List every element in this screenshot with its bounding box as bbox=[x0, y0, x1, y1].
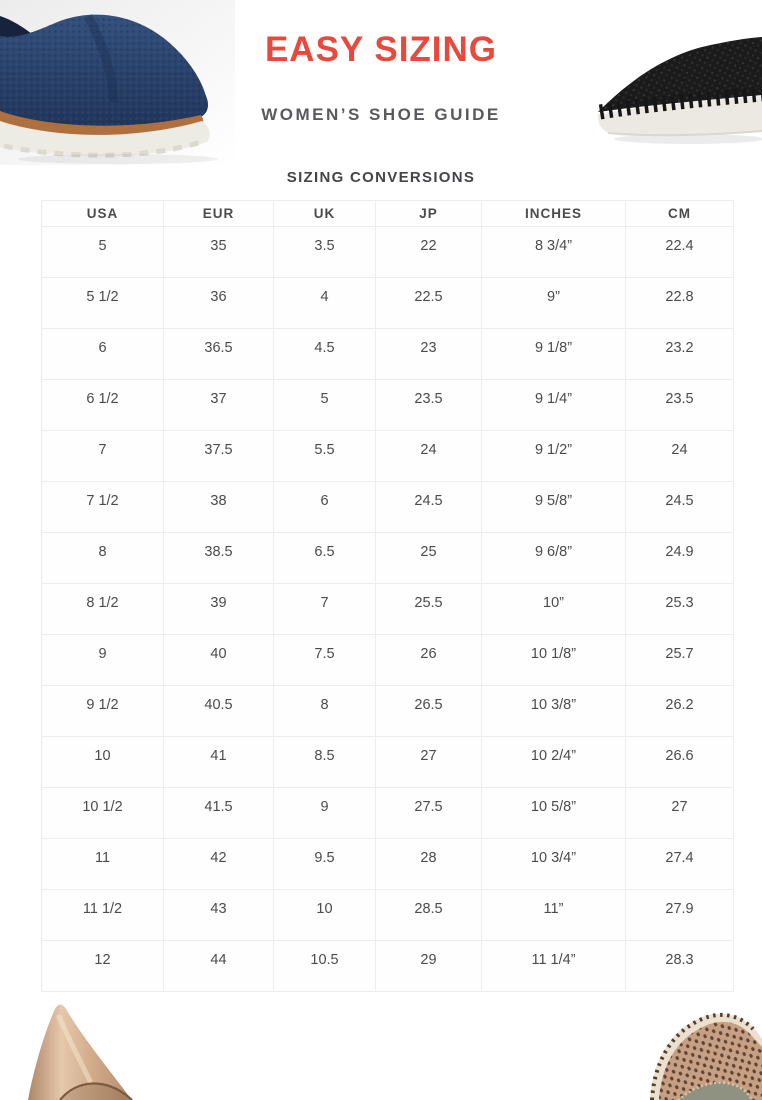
size-cell: 44 bbox=[164, 941, 274, 992]
page-subtitle: WOMEN’S SHOE GUIDE bbox=[261, 105, 501, 124]
size-cell: 27.4 bbox=[626, 839, 734, 890]
size-cell: 7 1/2 bbox=[42, 482, 164, 533]
column-header: CM bbox=[626, 201, 734, 227]
size-cell: 25.5 bbox=[376, 584, 482, 635]
table-row bbox=[42, 278, 734, 329]
size-cell: 5.5 bbox=[274, 431, 376, 482]
size-cell: 6 1/2 bbox=[42, 380, 164, 431]
size-cell: 35 bbox=[164, 227, 274, 278]
size-cell: 41.5 bbox=[164, 788, 274, 839]
table-row bbox=[42, 227, 734, 278]
size-cell: 27.9 bbox=[626, 890, 734, 941]
size-cell: 9 6/8” bbox=[482, 533, 626, 584]
size-table-head-row bbox=[42, 201, 734, 227]
size-cell: 7.5 bbox=[274, 635, 376, 686]
column-header: INCHES bbox=[482, 201, 626, 227]
size-cell: 4 bbox=[274, 278, 376, 329]
size-cell: 12 bbox=[42, 941, 164, 992]
size-cell: 23.5 bbox=[376, 380, 482, 431]
size-cell: 10 2/4” bbox=[482, 737, 626, 788]
size-cell: 23.2 bbox=[626, 329, 734, 380]
black-slip-on-illustration bbox=[594, 0, 762, 150]
size-cell: 24.5 bbox=[376, 482, 482, 533]
nude-patent-pump-photo bbox=[18, 1003, 148, 1100]
size-cell: 38 bbox=[164, 482, 274, 533]
size-table-body bbox=[42, 227, 734, 992]
table-row bbox=[42, 482, 734, 533]
size-cell: 29 bbox=[376, 941, 482, 992]
table-row bbox=[42, 329, 734, 380]
size-cell: 8 bbox=[274, 686, 376, 737]
size-cell: 9 5/8” bbox=[482, 482, 626, 533]
size-cell: 10 1/2 bbox=[42, 788, 164, 839]
nude-pump-illustration bbox=[18, 1003, 148, 1100]
size-cell: 38.5 bbox=[164, 533, 274, 584]
size-cell: 5 1/2 bbox=[42, 278, 164, 329]
size-cell: 22.8 bbox=[626, 278, 734, 329]
size-cell: 23 bbox=[376, 329, 482, 380]
size-cell: 9 bbox=[274, 788, 376, 839]
size-cell: 9” bbox=[482, 278, 626, 329]
table-row bbox=[42, 533, 734, 584]
table-row bbox=[42, 839, 734, 890]
table-row bbox=[42, 890, 734, 941]
size-cell: 9 bbox=[42, 635, 164, 686]
column-header: USA bbox=[42, 201, 164, 227]
size-cell: 36.5 bbox=[164, 329, 274, 380]
size-cell: 25.3 bbox=[626, 584, 734, 635]
size-cell: 39 bbox=[164, 584, 274, 635]
size-cell: 23.5 bbox=[626, 380, 734, 431]
size-cell: 8 3/4” bbox=[482, 227, 626, 278]
size-cell: 11 1/2 bbox=[42, 890, 164, 941]
table-row bbox=[42, 941, 734, 992]
size-cell: 6.5 bbox=[274, 533, 376, 584]
size-cell: 7 bbox=[42, 431, 164, 482]
size-cell: 9.5 bbox=[274, 839, 376, 890]
table-row bbox=[42, 380, 734, 431]
column-header: UK bbox=[274, 201, 376, 227]
size-cell: 27 bbox=[626, 788, 734, 839]
size-cell: 8.5 bbox=[274, 737, 376, 788]
size-cell: 40 bbox=[164, 635, 274, 686]
section-heading: SIZING CONVERSIONS bbox=[286, 169, 476, 186]
size-cell: 24.9 bbox=[626, 533, 734, 584]
size-cell: 28 bbox=[376, 839, 482, 890]
size-cell: 10” bbox=[482, 584, 626, 635]
table-row bbox=[42, 737, 734, 788]
size-cell: 22 bbox=[376, 227, 482, 278]
size-cell: 41 bbox=[164, 737, 274, 788]
size-cell: 22.4 bbox=[626, 227, 734, 278]
column-header: JP bbox=[376, 201, 482, 227]
size-cell: 7 bbox=[274, 584, 376, 635]
table-row bbox=[42, 431, 734, 482]
size-cell: 5 bbox=[42, 227, 164, 278]
size-cell: 42 bbox=[164, 839, 274, 890]
size-cell: 28.3 bbox=[626, 941, 734, 992]
size-cell: 9 1/8” bbox=[482, 329, 626, 380]
page-title: EASY SIZING bbox=[264, 30, 498, 69]
size-cell: 28.5 bbox=[376, 890, 482, 941]
size-conversion-table bbox=[41, 200, 734, 992]
size-cell: 43 bbox=[164, 890, 274, 941]
size-cell: 10 5/8” bbox=[482, 788, 626, 839]
table-row bbox=[42, 635, 734, 686]
size-cell: 6 bbox=[274, 482, 376, 533]
size-cell: 10 3/8” bbox=[482, 686, 626, 737]
size-cell: 37 bbox=[164, 380, 274, 431]
size-cell: 10 3/4” bbox=[482, 839, 626, 890]
size-cell: 24 bbox=[376, 431, 482, 482]
size-cell: 25 bbox=[376, 533, 482, 584]
size-cell: 26.2 bbox=[626, 686, 734, 737]
column-header: EUR bbox=[164, 201, 274, 227]
size-cell: 8 bbox=[42, 533, 164, 584]
tan-flat-illustration bbox=[642, 1012, 762, 1100]
size-cell: 11 bbox=[42, 839, 164, 890]
table-row bbox=[42, 788, 734, 839]
size-cell: 24.5 bbox=[626, 482, 734, 533]
size-cell: 37.5 bbox=[164, 431, 274, 482]
size-cell: 3.5 bbox=[274, 227, 376, 278]
navy-knit-loafer-photo bbox=[0, 0, 235, 165]
size-cell: 26.5 bbox=[376, 686, 482, 737]
tan-perforated-flat-photo bbox=[642, 1012, 762, 1100]
size-cell: 9 1/2” bbox=[482, 431, 626, 482]
size-cell: 11 1/4” bbox=[482, 941, 626, 992]
size-cell: 40.5 bbox=[164, 686, 274, 737]
size-cell: 22.5 bbox=[376, 278, 482, 329]
black-perforated-slip-on-photo bbox=[594, 0, 762, 150]
size-cell: 9 1/4” bbox=[482, 380, 626, 431]
size-cell: 9 1/2 bbox=[42, 686, 164, 737]
size-cell: 6 bbox=[42, 329, 164, 380]
size-cell: 25.7 bbox=[626, 635, 734, 686]
size-cell: 24 bbox=[626, 431, 734, 482]
size-cell: 26.6 bbox=[626, 737, 734, 788]
table-row bbox=[42, 584, 734, 635]
size-cell: 10 bbox=[274, 890, 376, 941]
size-cell: 36 bbox=[164, 278, 274, 329]
navy-knit-loafer-illustration bbox=[0, 0, 235, 165]
size-cell: 11” bbox=[482, 890, 626, 941]
size-cell: 8 1/2 bbox=[42, 584, 164, 635]
size-cell: 26 bbox=[376, 635, 482, 686]
size-cell: 4.5 bbox=[274, 329, 376, 380]
size-cell: 27 bbox=[376, 737, 482, 788]
size-cell: 5 bbox=[274, 380, 376, 431]
size-cell: 10 1/8” bbox=[482, 635, 626, 686]
table-row bbox=[42, 686, 734, 737]
size-cell: 10.5 bbox=[274, 941, 376, 992]
size-cell: 10 bbox=[42, 737, 164, 788]
size-cell: 27.5 bbox=[376, 788, 482, 839]
